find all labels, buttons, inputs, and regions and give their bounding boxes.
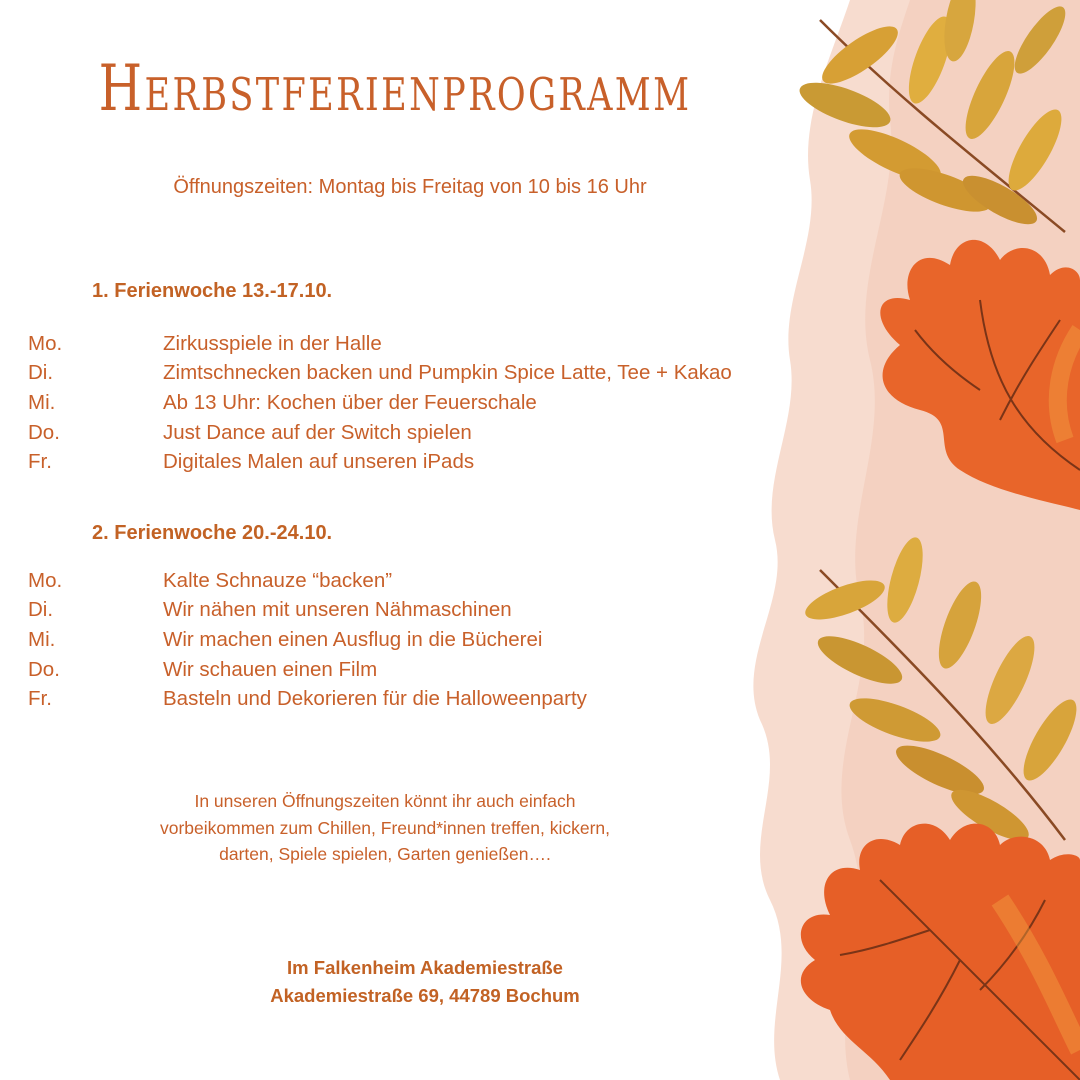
schedule-row [28,625,808,655]
activity-label: Zirkusspiele in der Halle [163,331,382,355]
activity-label: Wir schauen einen Film [163,657,378,681]
day-label: Di. [28,598,54,622]
info-note [100,788,670,868]
day-label: Fr. [28,450,52,474]
day-label: Mi. [28,627,56,651]
day-label: Di. [28,361,54,385]
activity-label: Wir machen einen Ausflug in die Bücherei [163,627,543,651]
schedule-row [28,359,808,389]
schedule-row [28,596,808,626]
day-label: Do. [28,657,60,681]
leaf-icon [794,0,1073,233]
schedule-row [28,329,808,359]
schedule-row [28,388,808,418]
week1-heading: 1. Ferienwoche 13.-17.10. [92,280,333,302]
activity-label: Kalte Schnauze “backen” [163,568,393,592]
day-label: Mo. [28,331,63,355]
day-label: Mi. [28,390,56,414]
day-label: Do. [28,420,60,444]
day-label: Mo. [28,568,63,592]
day-label: Fr. [28,687,52,711]
week1-schedule [28,329,808,477]
activity-label: Wir nähen mit unseren Nähmaschinen [163,598,512,622]
oak-leaf-icon [801,824,1080,1080]
schedule-row [28,684,808,714]
schedule-row [28,566,808,596]
week2-heading: 2. Ferienwoche 20.-24.10. [92,522,333,544]
leaf-icon [801,534,1080,849]
activity-label: Just Dance auf der Switch spielen [163,420,472,444]
schedule-row [28,418,808,448]
address-block [150,954,700,1009]
address-line: Im Falkenheim Akademiestraße [287,957,563,978]
opening-hours: Öffnungszeiten: Montag bis Freitag von 10 bis 16 Uhr [173,176,647,198]
activity-label: Basteln und Dekorieren für die Halloweenparty [163,687,587,711]
note-line: darten, Spiele spielen, Garten genießen…. [219,844,551,864]
schedule-row [28,447,808,477]
schedule-row [28,655,808,685]
oak-leaf-icon [880,240,1080,510]
activity-label: Zimtschnecken backen und Pumpkin Spice Latte, Tee + Kakao [163,361,732,385]
activity-label: Digitales Malen auf unseren iPads [163,450,475,474]
address-line: Akademiestraße 69, 44789 Bochum [270,984,580,1006]
activity-label: Ab 13 Uhr: Kochen über der Feuerschale [163,390,537,414]
note-line: vorbeikommen zum Chillen, Freund*innen treffen, kickern, [159,817,611,838]
page-title: Herbstferienprogramm [98,52,692,126]
note-line: In unseren Öffnungszeiten könnt ihr auch einfach [194,791,576,811]
week2-schedule [28,566,808,714]
